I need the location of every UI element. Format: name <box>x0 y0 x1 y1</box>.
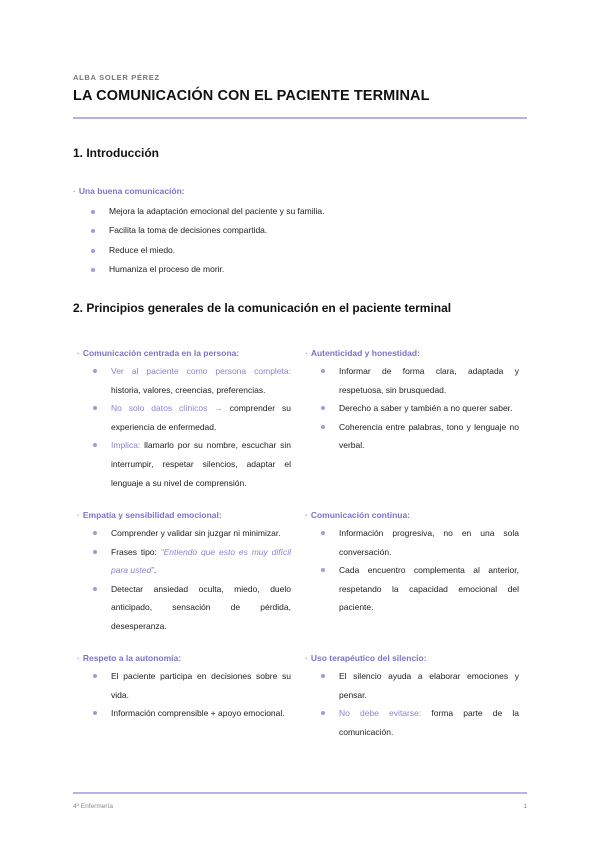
list-item <box>73 202 324 221</box>
intro-sublabel <box>73 186 185 196</box>
list-item <box>301 399 519 418</box>
bullet-icon <box>93 587 97 591</box>
box-sublabel-text: Empatía y sensibilidad emocional: <box>82 510 222 520</box>
list-item-text: Derecho a saber y también a no querer saber. <box>339 403 513 414</box>
intro-list <box>73 202 324 280</box>
box-list <box>73 524 291 636</box>
box-sublabel-text: Respeto a la autonomía: <box>82 653 182 663</box>
list-item-text: Informar de forma clara, adaptada y respetuosa, sin brusquedad. <box>339 366 519 395</box>
bullet-icon <box>321 406 325 410</box>
document-title: LA COMUNICACIÓN CON EL PACIENTE TERMINAL <box>73 88 430 104</box>
box-sublabel <box>77 345 291 362</box>
list-item-text: forma parte de la comunicación. <box>339 708 520 737</box>
list-item <box>73 399 291 436</box>
bullet-icon <box>93 369 97 373</box>
box-list <box>301 524 519 617</box>
box-sublabel-text: Comunicación continua: <box>310 510 411 520</box>
box-sublabel <box>305 507 519 524</box>
list-item <box>301 704 519 741</box>
sublabel-dot-icon: · <box>77 653 80 663</box>
list-item-text: Humaniza el proceso de morir. <box>109 264 225 275</box>
box-sublabel <box>305 650 519 667</box>
list-item-text: Facilita la toma de decisiones compartida. <box>109 225 268 236</box>
principle-box-silencio <box>301 650 519 741</box>
list-item <box>73 362 291 399</box>
footer-course: 4º Enfermería <box>73 803 113 810</box>
bullet-icon <box>93 406 97 410</box>
list-item-text: El paciente participa en decisiones sobre su vida. <box>111 671 291 700</box>
list-item <box>73 260 324 279</box>
highlight-text: Ver al paciente como persona completa: <box>111 366 291 376</box>
box-list <box>301 667 519 741</box>
bullet-icon <box>91 268 95 272</box>
box-sublabel <box>305 345 519 362</box>
sublabel-dot-icon: · <box>305 510 308 520</box>
bullet-icon <box>321 568 325 572</box>
author-name: ALBA SOLER PÉREZ <box>73 73 160 82</box>
section-heading-principios: 2. Principios generales de la comunicación en el paciente terminal <box>73 301 452 315</box>
box-sublabel-text: Comunicación centrada en la persona: <box>82 348 240 358</box>
principle-box-empatia <box>73 507 291 636</box>
list-item-text: El silencio ayuda a elaborar emociones y pensar. <box>339 671 519 700</box>
bullet-icon <box>93 674 97 678</box>
list-item <box>73 524 291 543</box>
list-item-text: Información progresiva, no en una sola conversación. <box>339 528 519 557</box>
list-item-text: comprender su experiencia de enfermedad. <box>111 403 291 432</box>
bullet-icon <box>93 711 97 715</box>
highlight-text: No solo datos clínicos → <box>111 403 223 414</box>
list-item-text: Reduce el miedo. <box>109 244 176 255</box>
page-number: 1 <box>523 803 527 810</box>
bullet-icon <box>321 369 325 373</box>
principle-box-continua <box>301 507 519 617</box>
bullet-icon <box>321 531 325 535</box>
footer-divider <box>73 792 527 794</box>
list-item <box>301 418 519 455</box>
bullet-icon <box>93 443 97 447</box>
list-item <box>301 561 519 617</box>
list-item <box>73 241 324 260</box>
box-sublabel <box>77 507 291 524</box>
box-list <box>73 667 291 723</box>
list-item <box>73 436 291 492</box>
list-item <box>301 524 519 561</box>
list-item <box>301 362 519 399</box>
list-item <box>73 667 291 704</box>
sublabel-dot-icon: · <box>305 653 308 663</box>
title-divider <box>73 117 527 119</box>
list-item-text: Cada encuentro complementa al anterior, respetando la capacidad emocional del paciente. <box>339 565 519 613</box>
principle-box-autonomia <box>73 650 291 723</box>
principle-box-autenticidad <box>301 345 519 455</box>
list-item-text: Comprender y validar sin juzgar ni minimizar. <box>111 528 281 538</box>
list-item-text: Frases tipo: <box>111 546 161 557</box>
box-sublabel-text: Autenticidad y honestidad: <box>310 348 420 358</box>
box-list <box>73 362 291 492</box>
sublabel-dot-icon: · <box>77 510 80 520</box>
list-item-text: Información comprensible + apoyo emocional. <box>111 708 285 719</box>
bullet-icon <box>93 531 97 535</box>
example-phrase: “Entiendo que esto es muy difícil para usted” <box>111 546 291 576</box>
list-item-text: historia, valores, creencias, preferencias. <box>111 384 266 395</box>
sublabel-dot-icon: · <box>73 186 76 196</box>
list-item <box>73 704 291 723</box>
section-heading-introduccion: 1. Introducción <box>73 146 160 160</box>
list-item-text: Detectar ansiedad oculta, miedo, duelo anticipado, sensación de pérdida, desesperanza. <box>111 583 291 631</box>
bullet-icon <box>93 550 97 554</box>
bullet-icon <box>91 210 95 214</box>
bullet-icon <box>91 249 95 253</box>
bullet-icon <box>321 711 325 715</box>
list-item-suffix: . <box>154 565 157 576</box>
sublabel-dot-icon: · <box>305 348 308 358</box>
list-item-text: llamarlo por su nombre, escuchar sin interrumpir, respetar silencios, adaptar el lenguaje a su nivel de comprensión. <box>111 440 291 488</box>
list-item-text: Mejora la adaptación emocional del paciente y su familia. <box>109 206 325 216</box>
list-item <box>73 580 291 636</box>
box-sublabel <box>77 650 291 667</box>
sublabel-dot-icon: · <box>77 348 80 358</box>
list-item <box>73 543 291 580</box>
bullet-icon <box>321 674 325 678</box>
bullet-icon <box>91 229 95 233</box>
bullet-icon <box>321 425 325 429</box>
list-item-text: Coherencia entre palabras, tono y lenguaje no verbal. <box>339 421 519 451</box>
list-item <box>301 667 519 704</box>
highlight-text: No debe evitarse: <box>339 708 422 719</box>
highlight-text: Implica: <box>111 440 141 451</box>
box-sublabel-text: Uso terapéutico del silencio: <box>310 653 427 663</box>
box-list <box>301 362 519 455</box>
principle-box-centrada-persona <box>73 345 291 492</box>
intro-sublabel-text: Una buena comunicación: <box>78 186 185 196</box>
list-item <box>73 221 324 240</box>
